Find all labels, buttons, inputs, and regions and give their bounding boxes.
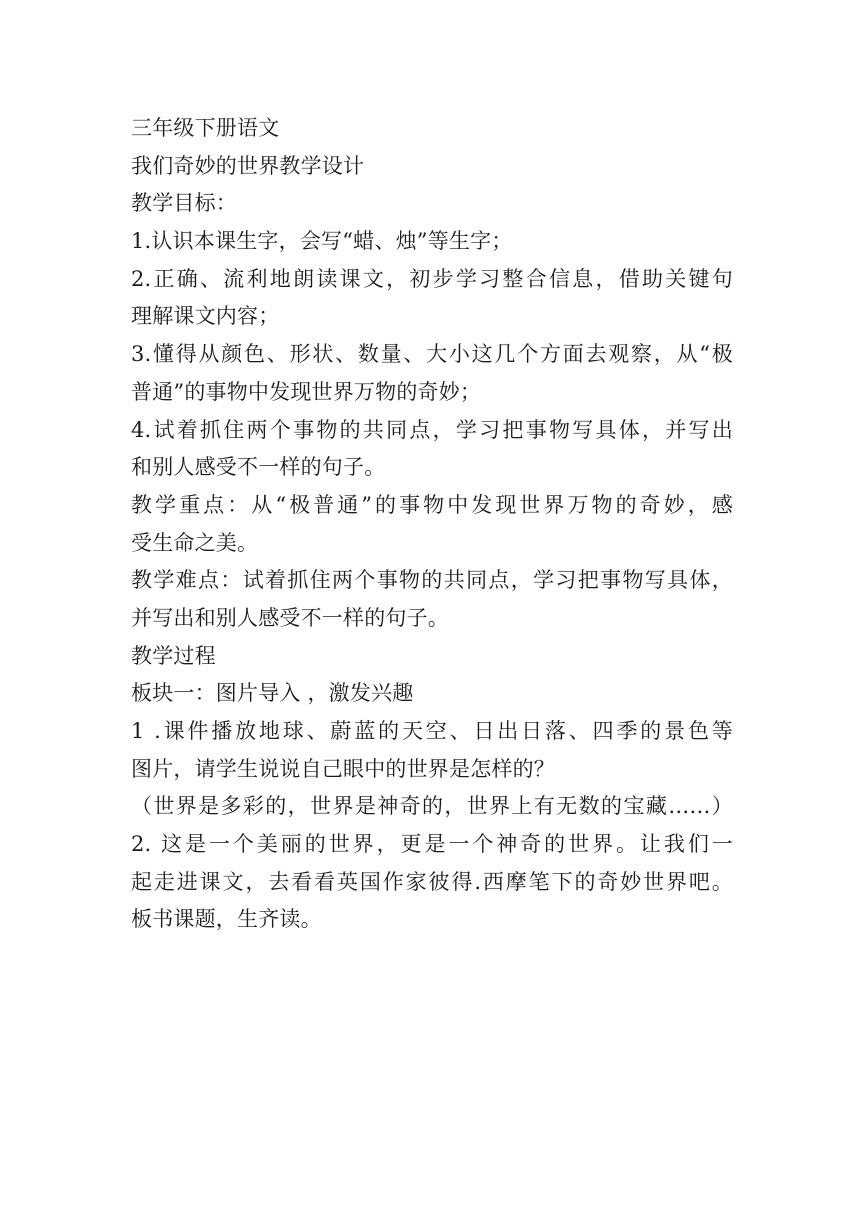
step-1-line-2: 图片，请学生说说自己眼中的世界是怎样的？ [131, 756, 555, 781]
document-title: 我们奇妙的世界教学设计 [131, 153, 365, 178]
block-one-heading: 板块一：图片导入 ，激发兴趣 [131, 681, 414, 706]
step-2-line-3: 板书课题，生齐读。 [131, 907, 322, 932]
difficulty-line-2: 并写出和别人感受不一样的句子。 [131, 605, 449, 630]
step-2-line-1: 2. 这是一个美丽的世界，更是一个神奇的世界。让我们一 [131, 832, 733, 857]
section-heading-process: 教学过程 [131, 643, 216, 668]
step-1-answer: （世界是多彩的，世界是神奇的，世界上有无数的宝藏……） [131, 794, 733, 819]
objective-3-line-1: 3.懂得从颜色、形状、数量、大小这几个方面去观察，从“极 [131, 342, 733, 367]
difficulty-line-1: 教学难点：试着抓住两个事物的共同点，学习把事物写具体， [131, 568, 733, 593]
objective-3-line-2: 普通”的事物中发现世界万物的奇妙； [131, 379, 482, 404]
objective-1: 1.认识本课生字，会写“蜡、烛”等生字； [131, 229, 513, 254]
document-body [131, 110, 733, 939]
grade-subject-line: 三年级下册语文 [131, 116, 280, 140]
objective-4-line-1: 4.试着抓住两个事物的共同点，学习把事物写具体，并写出 [131, 417, 733, 442]
section-heading-objectives: 教学目标： [131, 191, 237, 216]
objective-2-line-2: 理解课文内容； [131, 304, 280, 329]
objective-4-line-2: 和别人感受不一样的句子。 [131, 455, 386, 480]
step-2-line-2: 起走进课文，去看看英国作家彼得.西摩笔下的奇妙世界吧。 [131, 869, 733, 894]
step-1-line-1: 1 .课件播放地球、蔚蓝的天空、日出日落、四季的景色等 [131, 719, 733, 743]
key-point-line-1: 教学重点：从“极普通”的事物中发现世界万物的奇妙，感 [131, 492, 733, 517]
key-point-line-2: 受生命之美。 [131, 530, 259, 555]
objective-2-line-1: 2.正确、流利地朗读课文，初步学习整合信息，借助关键句 [131, 266, 733, 291]
